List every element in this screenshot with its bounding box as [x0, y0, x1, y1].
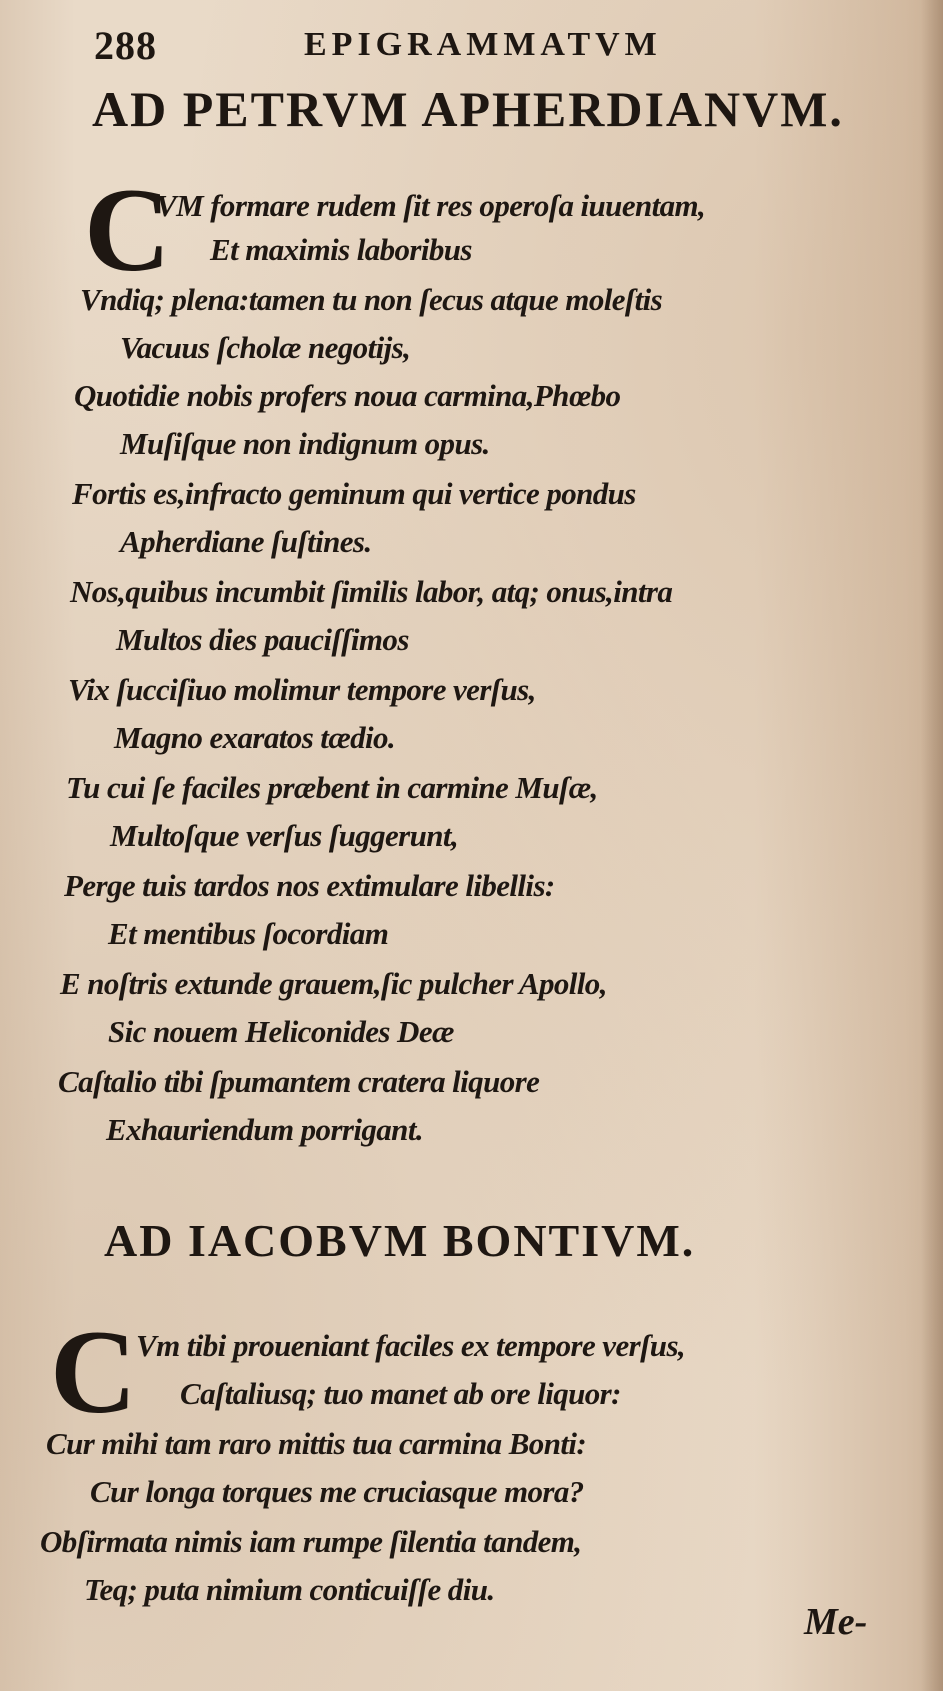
poem1-line: Muſiſque non indignum opus.	[120, 426, 490, 461]
poem1-line: E noſtris extunde grauem,ſic pulcher Apollo,	[60, 966, 607, 1001]
poem1-line: Perge tuis tardos nos extimulare libellis:	[64, 868, 555, 903]
poem2-line: Vm tibi proueniant faciles ex tempore verſus,	[136, 1328, 686, 1363]
catchword: Me-	[804, 1601, 868, 1643]
poem1-line: Multoſque verſus ſuggerunt,	[110, 818, 459, 853]
poem1-line: Vndiq; plena:tamen tu non ſecus atque moleſtis	[80, 282, 663, 317]
poem1-line: Magno exaratos tædio.	[114, 720, 396, 755]
page-number: 288	[94, 23, 157, 68]
poem1-line: Apherdiane ſuſtines.	[120, 524, 372, 559]
poem1-line: Fortis es,infracto geminum qui vertice pondus	[72, 476, 636, 511]
poem1-line: Tu cui ſe faciles præbent in carmine Muſæ,	[66, 770, 598, 805]
poem1-line: Sic nouem Heliconides Deæ	[108, 1014, 454, 1049]
poem2-line: Caſtaliusq; tuo manet ab ore liquor:	[180, 1376, 621, 1411]
poem1-line: Vacuus ſcholæ negotijs,	[120, 330, 411, 365]
poem2-heading: AD IACOBVM BONTIVM.	[104, 1215, 696, 1266]
running-head	[94, 22, 794, 72]
page-edge-shadow	[921, 0, 943, 1691]
poem1-line: Exhauriendum porrigant.	[106, 1112, 423, 1147]
poem2-line: Cur longa torques me cruciasque mora?	[90, 1474, 584, 1509]
poem2-line: Cur mihi tam raro mittis tua carmina Bonti:	[46, 1426, 587, 1461]
poem1-line: Caſtalio tibi ſpumantem cratera liquore	[58, 1064, 540, 1099]
running-title: EPIGRAMMATVM	[304, 26, 662, 63]
poem1-line: Multos dies pauciſſimos	[116, 622, 409, 657]
poem1-line: Nos,quibus incumbit ſimilis labor, atq; onus,intra	[70, 574, 673, 609]
poem1-line: Vix ſucciſiuo molimur tempore verſus,	[68, 672, 536, 707]
poem1-dropcap: C	[84, 163, 171, 296]
poem1-line: Et maximis laboribus	[210, 232, 472, 267]
poem2-line: Teq; puta nimium conticuiſſe diu.	[84, 1572, 495, 1607]
poem2-line: Obſirmata nimis iam rumpe ſilentia tandem,	[40, 1524, 582, 1559]
poem1-line: Quotidie nobis profers noua carmina,Phœbo	[74, 378, 621, 413]
poem1-line: Et mentibus ſocordiam	[108, 916, 389, 951]
poem1-heading: AD PETRVM APHERDIANVM.	[92, 81, 844, 137]
poem1-line: VM formare rudem ſit res operoſa iuuentam,	[156, 188, 706, 223]
poem2-dropcap: C	[50, 1305, 137, 1438]
